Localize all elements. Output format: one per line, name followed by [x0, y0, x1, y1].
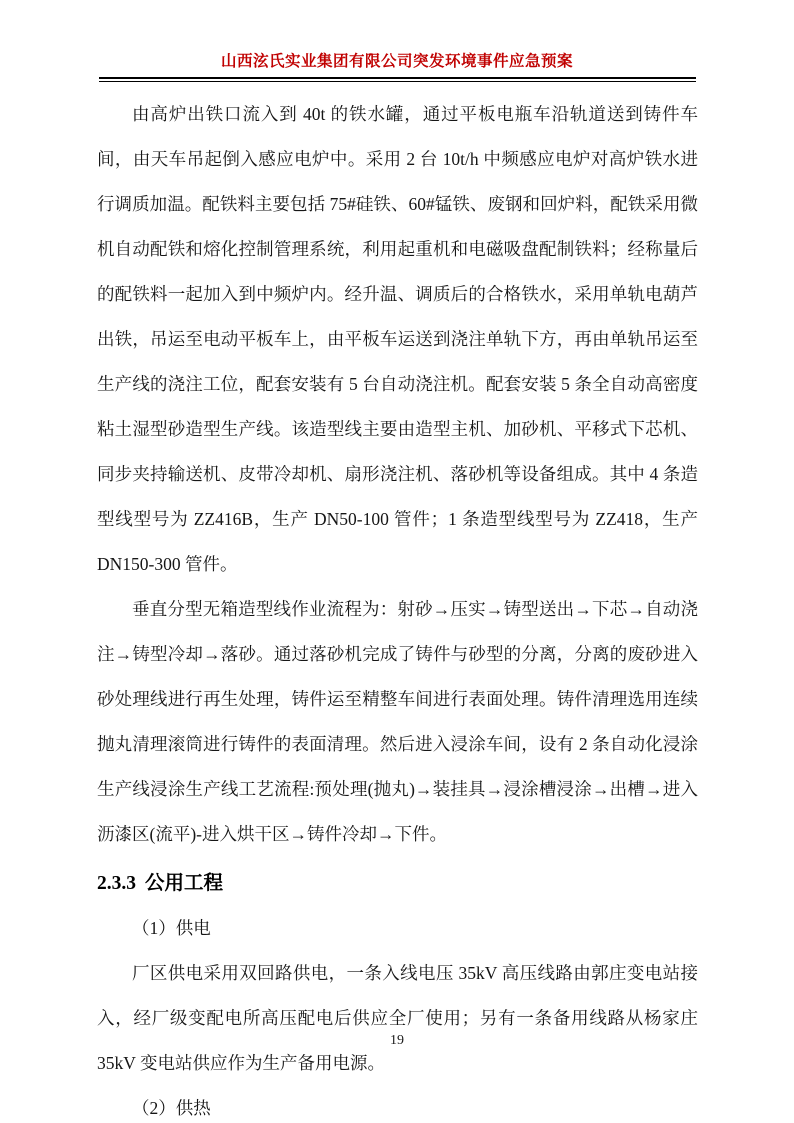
paragraph-iron-melting-casting: 由高炉出铁口流入到 40t 的铁水罐，通过平板电瓶车沿轨道送到铸件车间，由天车吊起倒入感应电炉中。采用 2 台 10t/h 中频感应电炉对高炉铁水进行调质加温。配铁料主要包括 75#硅铁、60#锰铁、废钢和回炉料，配铁采用微机自动配铁和熔化控制管理系统，利用起重机和电磁吸盘配制铁料；经称量后的配铁料一起加入到中频炉内。经升温、调质后的合格铁水，采用单轨电葫芦出铁，吊运至电动平板车上，由平板车运送到浇注单轨下方，再由单轨吊运至生产线的浇注工位，配套安装有 5 台自动浇注机。配套安装 5 条全自动高密度粘土湿型砂造型生产线。该造型线主要由造型主机、加砂机、平移式下芯机、同步夹持输送机、皮带冷却机、扇形浇注机、落砂机等设备组成。其中 4 条造型线型号为 ZZ416B，生产 DN50-100 管件；1 条造型线型号为 ZZ418，生产 DN150-300 管件。	[97, 104, 698, 574]
page-number: 19	[390, 1033, 404, 1048]
header-title: 山西泫氏实业集团有限公司突发环境事件应急预案	[220, 53, 573, 70]
list-item-power-supply: （1）供电	[132, 918, 211, 938]
section-title: 公用工程	[145, 873, 224, 894]
section-number: 2.3.3	[97, 873, 136, 894]
page-footer	[0, 1031, 794, 1051]
header-double-rule	[99, 77, 696, 82]
document-body	[97, 92, 698, 1123]
section-heading	[97, 861, 698, 906]
paragraph-molding-line-process: 垂直分型无箱造型线作业流程为：射砂→压实→铸型送出→下芯→自动浇注→铸型冷却→落砂。通过落砂机完成了铸件与砂型的分离，分离的废砂进入砂处理线进行再生处理，铸件运至精整车间进行表面处理。铸件清理选用连续抛丸清理滚筒进行铸件的表面清理。然后进入浸涂车间，设有 2 条自动化浸涂生产线浸涂生产线工艺流程:预处理(抛丸)→装挂具→浸涂槽浸涂→出槽→进入沥漆区(流平)-进入烘干区→铸件冷却→下件。	[97, 599, 698, 844]
paragraph-power-supply-detail: 厂区供电采用双回路供电，一条入线电压 35kV 高压线路由郭庄变电站接入，经厂级变配电所高压配电后供应全厂使用；另有一条备用线路从杨家庄 35kV 变电站供应作为生产备用电源。	[97, 963, 698, 1073]
list-item-heat-supply: （2）供热	[132, 1098, 211, 1118]
